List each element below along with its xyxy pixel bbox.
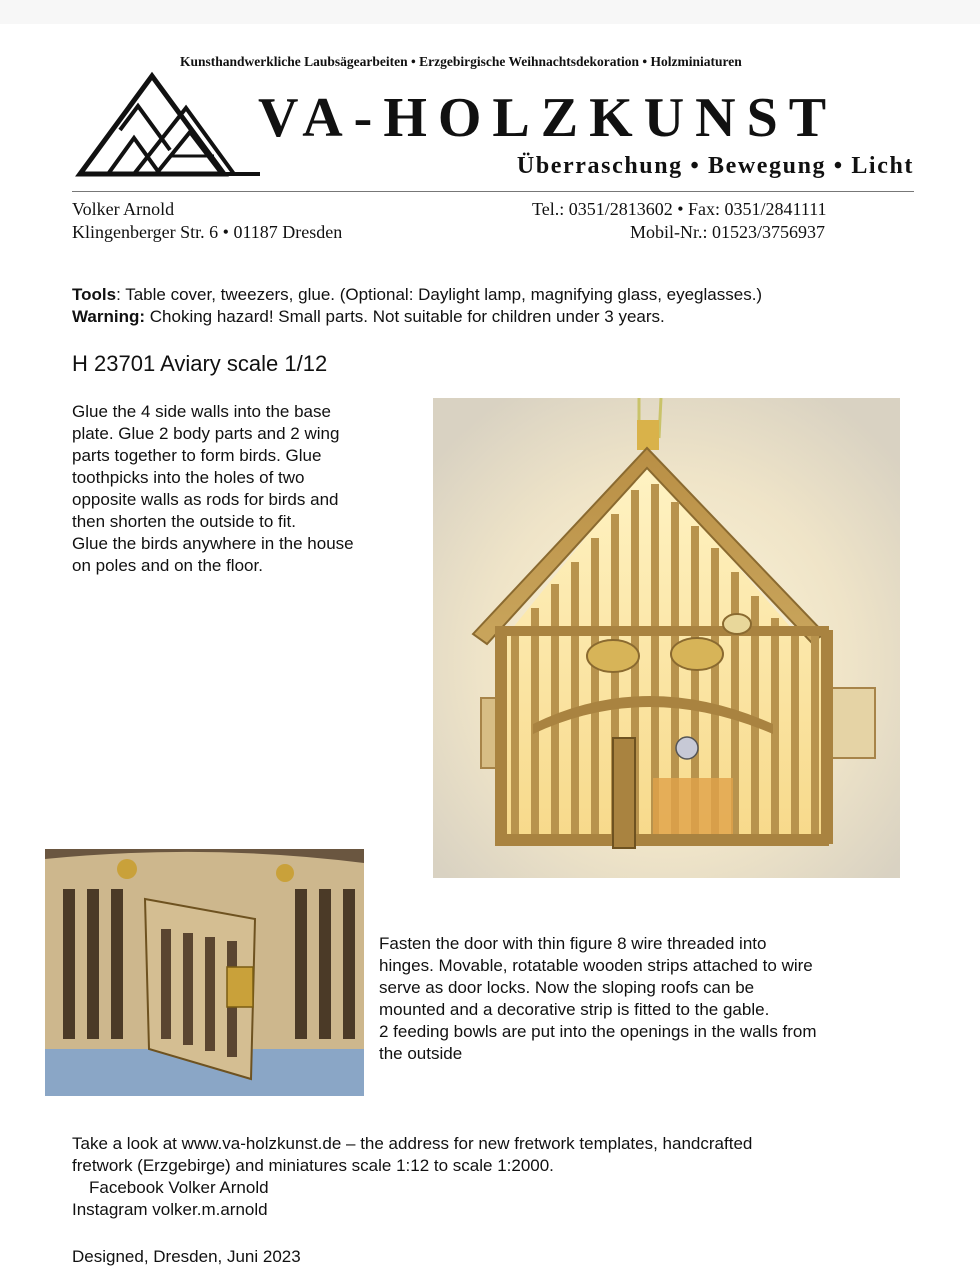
website-line: Take a look at www.va-holzkunst.de – the address for new fretwork templates, handcrafted xyxy=(72,1134,753,1153)
instruction-line: opposite walls as rods for birds and xyxy=(72,490,339,509)
product-title: H 23701 Aviary scale 1/12 xyxy=(72,351,328,376)
instruction-line: 2 feeding bowls are put into the openings in the walls from xyxy=(379,1022,817,1041)
instruction-line: mounted and a decorative strip is fitted to the gable. xyxy=(379,1000,770,1019)
instruction-line: Glue the 4 side walls into the base xyxy=(72,402,331,421)
top-band xyxy=(0,0,980,24)
brand-title: VA-HOLZKUNST xyxy=(258,87,838,149)
warning-label: Warning: xyxy=(72,307,146,326)
brand-slogan: Überraschung • Bewegung • Licht xyxy=(516,153,914,179)
warning-text: Choking hazard! Small parts. Not suitable for children under 3 years. xyxy=(145,307,665,326)
instruction-line: Glue the birds anywhere in the house xyxy=(72,534,354,553)
instagram-line: Instagram volker.m.arnold xyxy=(72,1200,268,1219)
footer-block xyxy=(72,1133,932,1221)
contact-phone-fax: Tel.: 0351/2813602 • Fax: 0351/2841111 xyxy=(532,199,827,219)
designed-line: Designed, Dresden, Juni 2023 xyxy=(72,1247,301,1266)
contact-mobile: Mobil-Nr.: 01523/3756937 xyxy=(630,222,826,242)
tools-line xyxy=(72,285,762,305)
instruction-line: then shorten the outside to fit. xyxy=(72,512,296,531)
instruction-line: Fasten the door with thin figure 8 wire threaded into xyxy=(379,934,767,953)
instruction-line: plate. Glue 2 body parts and 2 wing xyxy=(72,424,340,443)
website-line: fretwork (Erzgebirge) and miniatures scale 1:12 to scale 1:2000. xyxy=(72,1156,554,1175)
warning-line xyxy=(72,307,665,327)
instruction-line: serve as door locks. Now the sloping roofs can be xyxy=(379,978,755,997)
va-holzkunst-logo xyxy=(74,70,264,182)
door-detail-photo xyxy=(45,849,364,1096)
tools-label: Tools xyxy=(72,285,117,304)
contact-address: Klingenberger Str. 6 • 01187 Dresden xyxy=(72,222,343,242)
aviary-photo xyxy=(433,398,900,878)
instruction-line: toothpicks into the holes of two xyxy=(72,468,305,487)
header-tagline: Kunsthandwerkliche Laubsägearbeiten • Erzgebirgische Weihnachtsdekoration • Holzminiaturen xyxy=(180,54,742,69)
instruction-line: parts together to form birds. Glue xyxy=(72,446,322,465)
header-divider xyxy=(72,191,914,192)
instructions-2 xyxy=(379,933,909,1065)
tools-text: : Table cover, tweezers, glue. (Optional: Daylight lamp, magnifying glass, eyeglasses.) xyxy=(116,285,763,304)
instruction-line: on poles and on the floor. xyxy=(72,556,263,575)
contact-name: Volker Arnold xyxy=(72,199,175,219)
facebook-line: Facebook Volker Arnold xyxy=(89,1178,269,1197)
instruction-line: the outside xyxy=(379,1044,463,1063)
instructions-1 xyxy=(72,401,422,577)
instruction-line: hinges. Movable, rotatable wooden strips attached to wire xyxy=(379,956,813,975)
